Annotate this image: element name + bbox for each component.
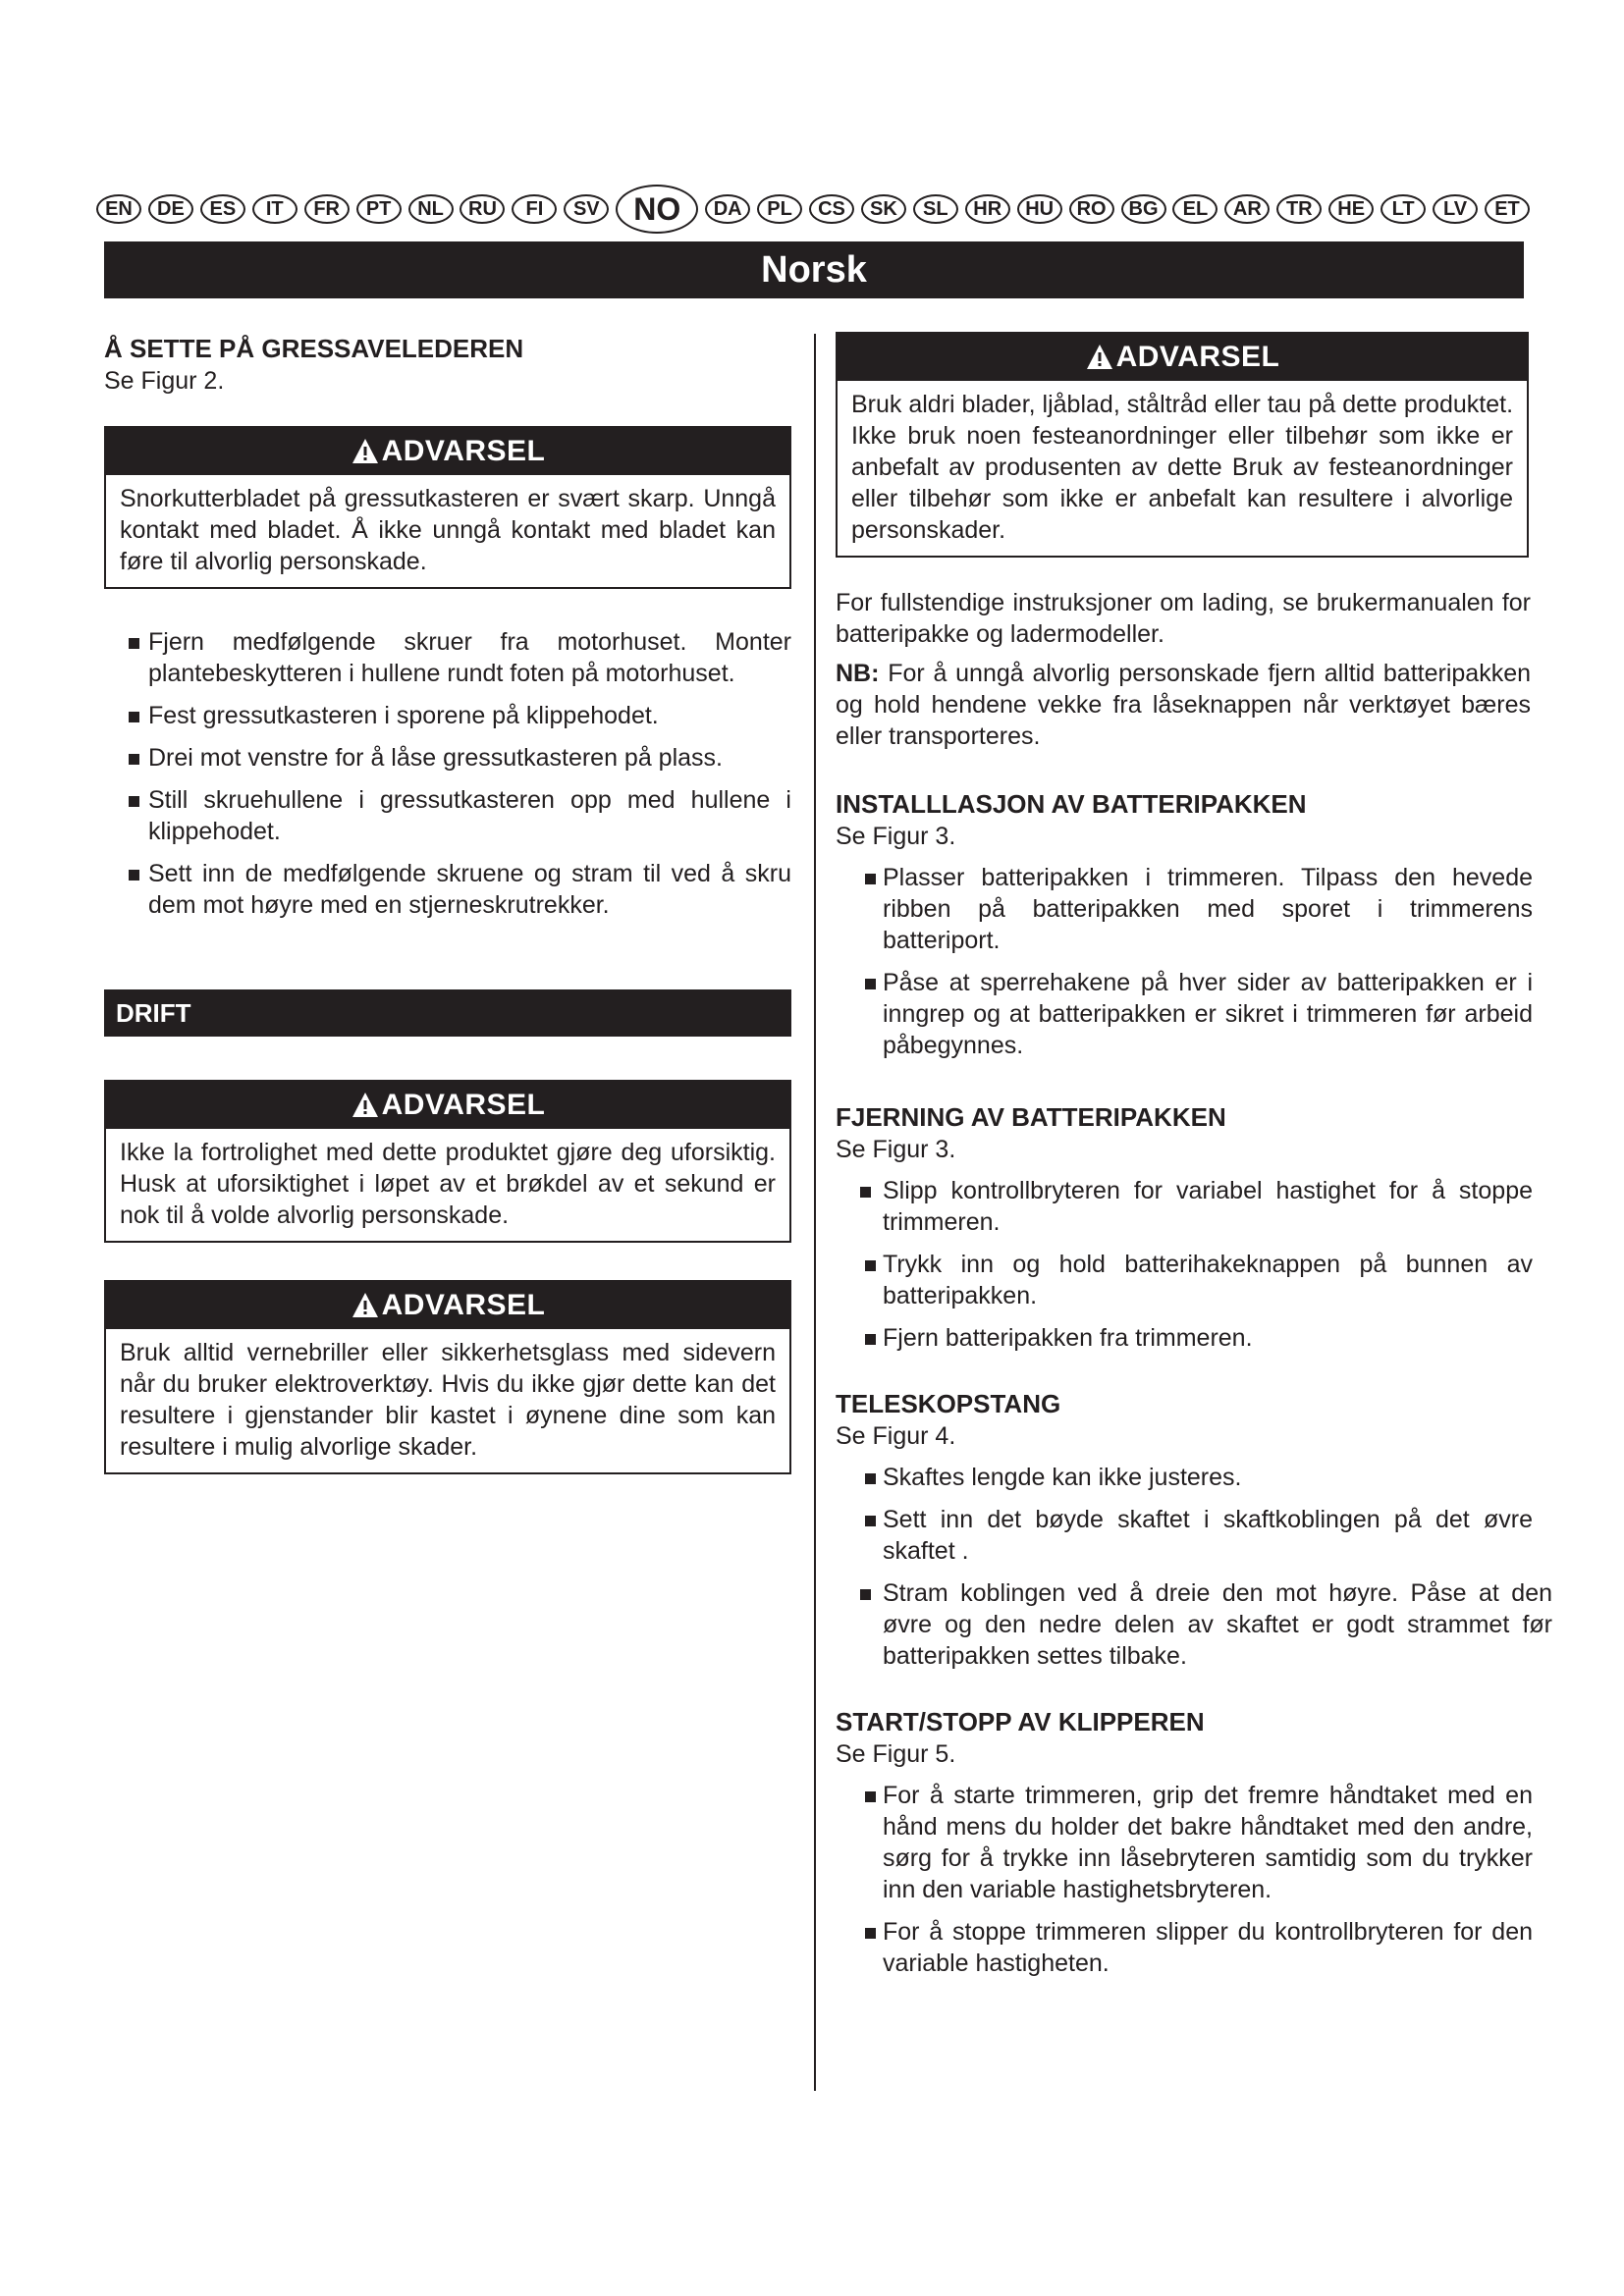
column-divider [814, 334, 816, 2091]
list-item: Fest gressutkasteren i sporene på klippehodet. [104, 700, 791, 731]
start-stop-steps [836, 1780, 1533, 1979]
language-sk: SK [861, 194, 906, 224]
warning-box [104, 426, 791, 589]
language-bg: BG [1121, 194, 1166, 224]
language-cs: CS [809, 194, 854, 224]
list-item: Skaftes lengde kan ikke justeres. [836, 1462, 1533, 1493]
list-item: Sett inn det bøyde skaftet i skaftkoblingen på det øvre skaftet . [836, 1504, 1533, 1567]
language-ru: RU [460, 194, 505, 224]
list-item: Fjern batteripakken fra trimmeren. [836, 1322, 1533, 1354]
section-heading-install: INSTALLLASJON AV BATTERIPAKKEN [836, 789, 1307, 819]
section-heading-telescope: TELESKOPSTANG [836, 1389, 1061, 1418]
language-sl: SL [913, 194, 958, 224]
warning-title: ADVARSEL [381, 1089, 546, 1121]
language-pt: PT [356, 194, 402, 224]
language-el: EL [1172, 194, 1218, 224]
language-nl: NL [408, 194, 454, 224]
note-label: NB: [836, 660, 880, 687]
language-hr: HR [965, 194, 1010, 224]
warning-text: Ikke la fortrolighet med dette produktet gjøre deg uforsiktig. Husk at uforsiktighet i løpet av et brøkdel av et sekund er nok til å volde alvorlig personskade. [120, 1139, 776, 1229]
warning-icon [351, 1091, 380, 1120]
warning-text: Bruk aldri blader, ljåblad, ståltråd eller tau på dette produktet. Ikke bruk noen festeanordninger eller tilbehør som ikke er anbefalt av produsenten av dette Bruk av festeanordninger eller tilbehør som ikke er anbefalt kan resultere i alvorlige personskader. [851, 391, 1514, 544]
language-it: IT [252, 194, 298, 224]
note-paragraph [836, 658, 1531, 752]
warning-text: Snorkutterbladet på gressutkasteren er svært skarp. Unngå kontakt med bladet. Å ikke unngå kontakt med bladet kan føre til alvorlig personskade. [120, 485, 776, 575]
language-he: HE [1328, 194, 1374, 224]
figure-reference: Se Figur 4. [836, 1422, 956, 1450]
language-selector [96, 185, 1530, 234]
figure-reference: Se Figur 3. [836, 1136, 956, 1163]
section-heading-grass-deflector: Å SETTE PÅ GRESSAVELEDEREN [104, 334, 524, 363]
telescope-steps-continued [836, 1577, 1552, 1672]
warning-title: ADVARSEL [381, 1289, 546, 1321]
left-column [104, 332, 791, 1474]
warning-header [106, 1082, 789, 1129]
language-hu: HU [1017, 194, 1062, 224]
list-item: Slipp kontrollbryteren for variabel hastighet for å stoppe trimmeren. [836, 1175, 1533, 1238]
section-heading-remove: FJERNING AV BATTERIPAKKEN [836, 1102, 1226, 1132]
language-title: Norsk [104, 241, 1524, 298]
warning-icon [351, 437, 380, 466]
list-item: Stram koblingen ved å dreie den mot høyre. Påse at den øvre og den nedre delen av skaftet er godt strammet før batteripakken settes tilbake. [836, 1577, 1552, 1672]
language-pl: PL [757, 194, 802, 224]
warning-text: Bruk alltid vernebriller eller sikkerhetsglass med sidevern når du bruker elektroverktøy. Hvis du ikke gjør dette kan det resultere i gjenstander blir kastet i øynene dine som kan resultere i mulig alvorlige skader. [120, 1339, 776, 1461]
section-heading-start-stop: START/STOPP AV KLIPPEREN [836, 1707, 1205, 1736]
warning-icon [351, 1291, 380, 1320]
charging-intro: For fullstendige instruksjoner om lading, se brukermanualen for batteripakke og ladermodeller. [836, 589, 1531, 648]
list-item: For å starte trimmeren, grip det fremre håndtaket med en hånd mens du holder det bakre håndtaket med den andre, sørg for å trykke inn låsebryteren samtidig som du trykker inn den variable hastighetsbryteren. [836, 1780, 1533, 1905]
language-lv: LV [1433, 194, 1478, 224]
language-et: ET [1485, 194, 1530, 224]
list-item: Fjern medfølgende skruer fra motorhuset. Monter plantebeskytteren i hullene rundt foten på motorhuset. [104, 626, 791, 689]
telescope-steps [836, 1462, 1533, 1567]
list-item: Påse at sperrehakene på hver sider av batteripakken er i inngrep og at batteripakken er sikret i trimmeren før arbeid påbegynnes. [836, 967, 1533, 1061]
list-item: Drei mot venstre for å låse gressutkasteren på plass. [104, 742, 791, 774]
figure-reference: Se Figur 2. [104, 367, 225, 395]
language-es: ES [200, 194, 245, 224]
language-sv: SV [564, 194, 609, 224]
remove-steps [836, 1175, 1533, 1238]
language-de: DE [148, 194, 193, 224]
list-item: Sett inn de medfølgende skruene og stram til ved å skru dem mot høyre med en stjerneskrutrekker. [104, 858, 791, 921]
language-tr: TR [1276, 194, 1322, 224]
list-item: Plasser batteripakken i trimmeren. Tilpass den hevede ribben på batteripakken med sporet i trimmerens batteriport. [836, 862, 1533, 956]
language-en: EN [96, 194, 141, 224]
language-fi: FI [512, 194, 557, 224]
warning-box [104, 1080, 791, 1243]
language-ro: RO [1069, 194, 1114, 224]
figure-reference: Se Figur 3. [836, 823, 956, 850]
language-lt: LT [1380, 194, 1426, 224]
warning-box [836, 332, 1529, 558]
list-item: Still skruehullene i gressutkasteren opp med hullene i klippehodet. [104, 784, 791, 847]
language-ar: AR [1224, 194, 1270, 224]
warning-icon [1085, 343, 1114, 372]
section-bar-drift: DRIFT [104, 989, 791, 1037]
warning-title: ADVARSEL [381, 435, 546, 467]
language-no: NO [616, 185, 698, 234]
note-text: For å unngå alvorlig personskade fjern alltid batteripakken og hold hendene vekke fra låseknappen når verktøyet bæres eller transporteres. [836, 660, 1532, 750]
assembly-steps [104, 626, 791, 921]
warning-title: ADVARSEL [1115, 341, 1280, 373]
list-item: Trykk inn og hold batterihakeknappen på bunnen av batteripakken. [836, 1249, 1533, 1311]
install-steps [836, 862, 1533, 1061]
remove-steps-continued [836, 1249, 1533, 1354]
warning-box [104, 1280, 791, 1474]
language-da: DA [705, 194, 750, 224]
warning-header [838, 334, 1527, 381]
figure-reference: Se Figur 5. [836, 1740, 956, 1768]
list-item: For å stoppe trimmeren slipper du kontrollbryteren for den variable hastigheten. [836, 1916, 1533, 1979]
warning-header [106, 1282, 789, 1329]
language-fr: FR [304, 194, 350, 224]
warning-header [106, 428, 789, 475]
right-column [836, 332, 1552, 1990]
